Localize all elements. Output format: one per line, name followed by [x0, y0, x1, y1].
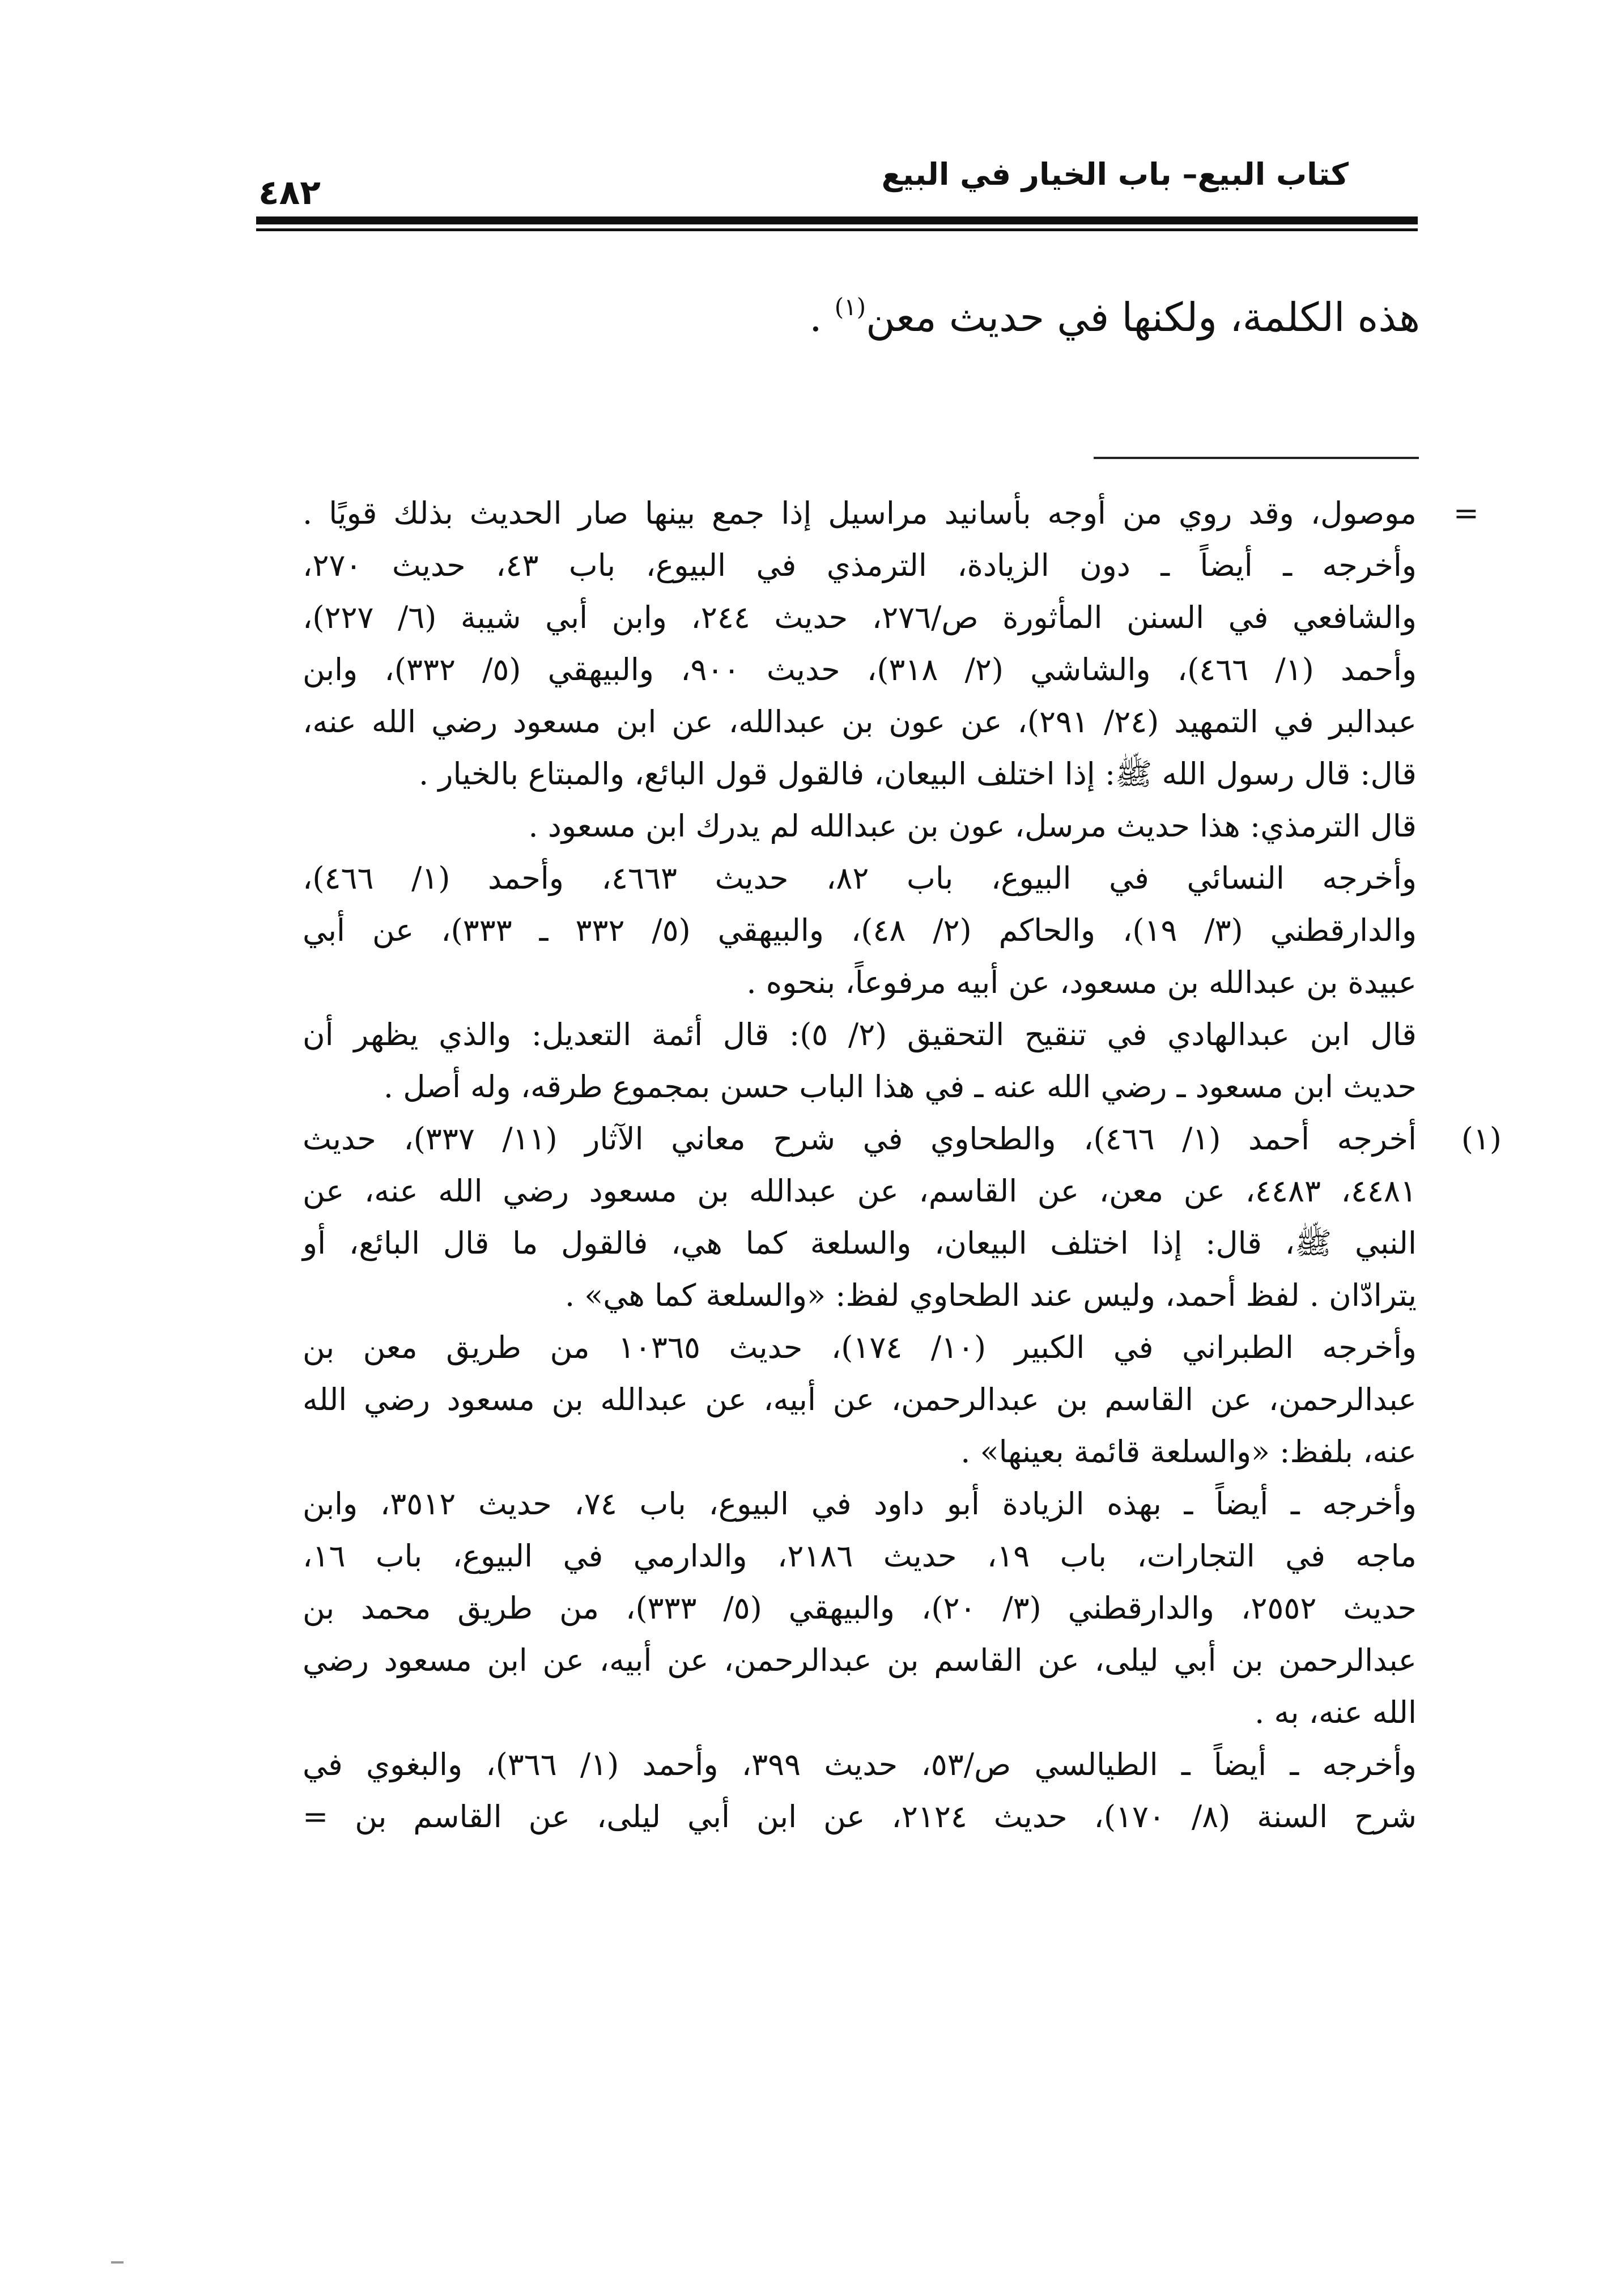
footnote-line	[303, 1322, 1417, 1374]
footnote-line	[303, 957, 1417, 1009]
footnote-line-text: وأخرجه ـ أيضاً ـ دون الزيادة، الترمذي في البيوع، باب ٤٣، حديث ٢٧٠،	[303, 547, 1417, 583]
footnote-line	[303, 748, 1417, 800]
footnote-line	[303, 1530, 1417, 1582]
footnote-line-text: الله عنه، به .	[1255, 1695, 1417, 1730]
footnote-line	[303, 1478, 1417, 1530]
footnote-line-text: وأخرجه ـ أيضاً ـ بهذه الزيادة أبو داود في البيوع، باب ٧٤، حديث ٣٥١٢، وابن	[303, 1486, 1417, 1522]
footnote-line	[303, 1791, 1417, 1843]
footnote-line	[303, 1582, 1417, 1634]
footnote-line-text: قال الترمذي: هذا حديث مرسل، عون بن عبدالله لم يدرك ابن مسعود .	[528, 808, 1417, 844]
footnote-line	[303, 644, 1417, 696]
footnote-line	[303, 1426, 1417, 1478]
footnote-line	[303, 1061, 1417, 1113]
footnote-reference: (١)	[834, 293, 866, 321]
footnote-line	[303, 1374, 1417, 1426]
footnote-line	[303, 540, 1417, 592]
footnote-line	[303, 487, 1479, 540]
footnote-line-text: عبيدة بن عبدالله بن مسعود، عن أبيه مرفوعاً، بنحوه .	[746, 965, 1417, 1000]
scan-mark	[111, 2261, 124, 2264]
footnote-line-text: ٤٤٨١، ٤٤٨٣، عن معن، عن القاسم، عن عبدالله بن مسعود رضي الله عنه، عن	[303, 1173, 1417, 1209]
footnote-line	[303, 1269, 1417, 1322]
footnote-line	[303, 1687, 1417, 1739]
footnote-number: (١)	[1461, 1121, 1502, 1157]
continuation-mark: =	[1453, 495, 1479, 531]
footnote-line	[303, 1739, 1417, 1791]
footnote-line-text: عبدالرحمن، عن القاسم بن عبدالرحمن، عن أبيه، عن عبدالله بن مسعود رضي الله	[303, 1382, 1417, 1417]
footnote-line-text: وأخرجه الطبراني في الكبير (١٠/ ١٧٤)، حديث ١٠٣٦٥ من طريق معن بن	[303, 1330, 1417, 1365]
footnote-line	[303, 852, 1417, 905]
footnote-line-text: وأحمد (١/ ٤٦٦)، والشاشي (٢/ ٣١٨)، حديث ٩٠٠، والبيهقي (٥/ ٣٣٢)، وابن	[303, 652, 1417, 687]
footnote-line	[303, 1634, 1417, 1687]
main-text-end: .	[809, 294, 835, 341]
footnote-line-text: وأخرجه النسائي في البيوع، باب ٨٢، حديث ٤٦٦٣، وأحمد (١/ ٤٦٦)،	[303, 860, 1417, 896]
footnote-line-text: عبدالرحمن بن أبي ليلى، عن القاسم بن عبدالرحمن، عن أبيه، عن ابن مسعود رضي	[303, 1642, 1417, 1678]
footnote-line-text: وأخرجه ـ أيضاً ـ الطيالسي ص/٥٣، حديث ٣٩٩، وأحمد (١/ ٣٦٦)، والبغوي في	[303, 1747, 1417, 1782]
footnote-line-text: قال ابن عبدالهادي في تنقيح التحقيق (٢/ ٥): قال أئمة التعديل: والذي يظهر أن	[303, 1017, 1417, 1052]
main-text	[264, 281, 1420, 354]
footnote-line	[303, 1165, 1417, 1217]
footnote-line-text: النبي ﷺ، قال: إذا اختلف البيعان، والسلعة كما هي، فالقول ما قال البائع، أو	[303, 1225, 1417, 1261]
footnote-line-text: قال: قال رسول الله ﷺ: إذا اختلف البيعان، فالقول قول البائع، والمبتاع بالخيار .	[419, 756, 1417, 792]
header-rule-thick	[256, 216, 1418, 224]
footnote-line-text: أخرجه أحمد (١/ ٤٦٦)، والطحاوي في شرح معاني الآثار (١١/ ٣٣٧)، حديث	[303, 1121, 1417, 1157]
header-rule-thin	[256, 228, 1418, 231]
main-text-body: هذه الكلمة، ولكنها في حديث معن	[866, 294, 1420, 341]
footnote-line-text: عنه، بلفظ: «والسلعة قائمة بعينها» .	[960, 1434, 1417, 1470]
footnote-line	[303, 1009, 1417, 1061]
footnote-line	[303, 1217, 1417, 1269]
footnote-line-text: والدارقطني (٣/ ١٩)، والحاكم (٢/ ٤٨)، والبيهقي (٥/ ٣٣٢ ـ ٣٣٣)، عن أبي	[303, 912, 1417, 948]
footnote-line-text: شرح السنة (٨/ ١٧٠)، حديث ٢١٢٤، عن ابن أبي ليلى، عن القاسم بن =	[303, 1799, 1417, 1835]
footnote-line-text: عبدالبر في التمهيد (٢٤/ ٢٩١)، عن عون بن عبدالله، عن ابن مسعود رضي الله عنه،	[303, 704, 1417, 740]
running-title: كتاب البيع– باب الخيار في البيع	[881, 156, 1349, 192]
footnotes-block	[303, 487, 1502, 1843]
footnote-line	[303, 1113, 1502, 1165]
footnote-line-text: حديث ٢٥٥٢، والدارقطني (٣/ ٢٠)، والبيهقي (٥/ ٣٣٣)، من طريق محمد بن	[303, 1590, 1417, 1626]
footnote-line-text: والشافعي في السنن المأثورة ص/٢٧٦، حديث ٢٤٤، وابن أبي شيبة (٦/ ٢٢٧)،	[303, 600, 1417, 635]
footnote-line	[303, 592, 1417, 644]
footnote-line	[303, 696, 1417, 748]
footnote-line-text: يترادّان . لفظ أحمد، وليس عند الطحاوي لفظ: «والسلعة كما هي» .	[564, 1277, 1417, 1313]
footnote-separator	[1094, 457, 1419, 459]
footnote-line-text: موصول، وقد روي من أوجه بأسانيد مراسيل إذا جمع بينها صار الحديث بذلك قويًا .	[303, 495, 1417, 531]
footnote-line	[303, 905, 1417, 957]
page-number: ٤٨٢	[258, 173, 321, 213]
footnote-line-text: ماجه في التجارات، باب ١٩، حديث ٢١٨٦، والدارمي في البيوع، باب ١٦،	[303, 1538, 1417, 1574]
footnote-line-text: حديث ابن مسعود ـ رضي الله عنه ـ في هذا الباب حسن بمجموع طرقه، وله أصل .	[383, 1069, 1417, 1105]
footnote-line	[303, 800, 1417, 852]
